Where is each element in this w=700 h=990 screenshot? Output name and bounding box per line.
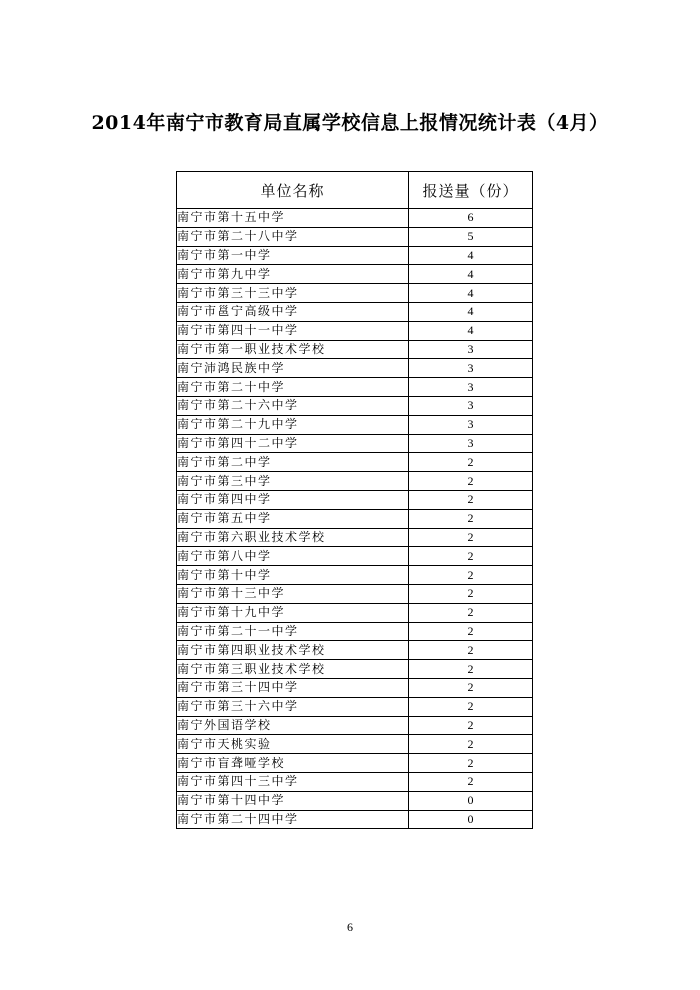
table-row [177,716,533,735]
unit-name-cell: 南宁市第四中学 [177,490,409,509]
report-count-cell: 3 [409,378,533,397]
report-count-cell: 2 [409,547,533,566]
page-title: 2014年南宁市教育局直属学校信息上报情况统计表（4月） [91,112,609,134]
report-table [176,171,533,829]
table-row [177,378,533,397]
table-row [177,735,533,754]
table-row [177,340,533,359]
report-count-cell: 3 [409,415,533,434]
unit-name-cell: 南宁市邕宁高级中学 [177,302,409,321]
unit-name-cell: 南宁市第四职业技术学校 [177,641,409,660]
report-count-cell: 4 [409,265,533,284]
table-row [177,584,533,603]
table-row [177,772,533,791]
unit-name-cell: 南宁市第四十二中学 [177,434,409,453]
table-row [177,641,533,660]
report-count-cell: 6 [409,209,533,228]
unit-name-cell: 南宁市第十四中学 [177,791,409,810]
unit-name-cell: 南宁市第八中学 [177,547,409,566]
table-row [177,396,533,415]
report-count-cell: 3 [409,340,533,359]
header-report-count: 报送量（份） [409,172,533,209]
table-row [177,509,533,528]
table-row [177,810,533,829]
report-count-cell: 4 [409,321,533,340]
table-row [177,678,533,697]
table-row [177,302,533,321]
report-count-cell: 2 [409,490,533,509]
unit-name-cell: 南宁市第二中学 [177,453,409,472]
unit-name-cell: 南宁市盲聋哑学校 [177,754,409,773]
report-count-cell: 2 [409,622,533,641]
unit-name-cell: 南宁市第三十四中学 [177,678,409,697]
unit-name-cell: 南宁市第三十六中学 [177,697,409,716]
table-row [177,547,533,566]
report-count-cell: 2 [409,660,533,679]
table-row [177,528,533,547]
table-row [177,209,533,228]
table-row [177,697,533,716]
page-number: 6 [347,920,353,934]
unit-name-cell: 南宁市第二十一中学 [177,622,409,641]
report-count-cell: 2 [409,641,533,660]
table-row [177,434,533,453]
report-count-cell: 5 [409,227,533,246]
header-unit-name: 单位名称 [177,172,409,209]
report-count-cell: 3 [409,434,533,453]
report-count-cell: 4 [409,246,533,265]
table-row [177,359,533,378]
unit-name-cell: 南宁市第一中学 [177,246,409,265]
report-count-cell: 4 [409,302,533,321]
report-count-cell: 2 [409,584,533,603]
report-count-cell: 0 [409,810,533,829]
table-row [177,791,533,810]
unit-name-cell: 南宁市第二十六中学 [177,396,409,415]
table-row [177,227,533,246]
table-row [177,453,533,472]
report-count-cell: 2 [409,678,533,697]
table-row [177,754,533,773]
unit-name-cell: 南宁市第三十三中学 [177,284,409,303]
unit-name-cell: 南宁市第十三中学 [177,584,409,603]
report-count-cell: 2 [409,453,533,472]
table-row [177,284,533,303]
unit-name-cell: 南宁市第三中学 [177,472,409,491]
unit-name-cell: 南宁市第二十九中学 [177,415,409,434]
unit-name-cell: 南宁市第十中学 [177,566,409,585]
report-count-cell: 3 [409,396,533,415]
table-row [177,622,533,641]
unit-name-cell: 南宁市第九中学 [177,265,409,284]
report-count-cell: 2 [409,509,533,528]
table-row [177,603,533,622]
table-row [177,246,533,265]
table-row [177,490,533,509]
table-row [177,660,533,679]
unit-name-cell: 南宁市第五中学 [177,509,409,528]
report-count-cell: 3 [409,359,533,378]
report-count-cell: 2 [409,754,533,773]
unit-name-cell: 南宁沛鸿民族中学 [177,359,409,378]
table-row [177,265,533,284]
report-count-cell: 4 [409,284,533,303]
unit-name-cell: 南宁市第二十中学 [177,378,409,397]
unit-name-cell: 南宁市第二十四中学 [177,810,409,829]
unit-name-cell: 南宁市第六职业技术学校 [177,528,409,547]
unit-name-cell: 南宁市第三职业技术学校 [177,660,409,679]
table-row [177,566,533,585]
report-count-cell: 2 [409,472,533,491]
report-count-cell: 0 [409,791,533,810]
unit-name-cell: 南宁市第二十八中学 [177,227,409,246]
table-row [177,321,533,340]
report-count-cell: 2 [409,566,533,585]
report-count-cell: 2 [409,735,533,754]
report-count-cell: 2 [409,528,533,547]
report-count-cell: 2 [409,772,533,791]
table-row [177,415,533,434]
report-count-cell: 2 [409,603,533,622]
unit-name-cell: 南宁市第十九中学 [177,603,409,622]
table-body [177,209,533,829]
report-count-cell: 2 [409,697,533,716]
unit-name-cell: 南宁市第一职业技术学校 [177,340,409,359]
unit-name-cell: 南宁市第四十一中学 [177,321,409,340]
unit-name-cell: 南宁市第四十三中学 [177,772,409,791]
unit-name-cell: 南宁市天桃实验 [177,735,409,754]
unit-name-cell: 南宁市第十五中学 [177,209,409,228]
table-header-row [177,172,533,209]
report-count-cell: 2 [409,716,533,735]
unit-name-cell: 南宁外国语学校 [177,716,409,735]
table-row [177,472,533,491]
